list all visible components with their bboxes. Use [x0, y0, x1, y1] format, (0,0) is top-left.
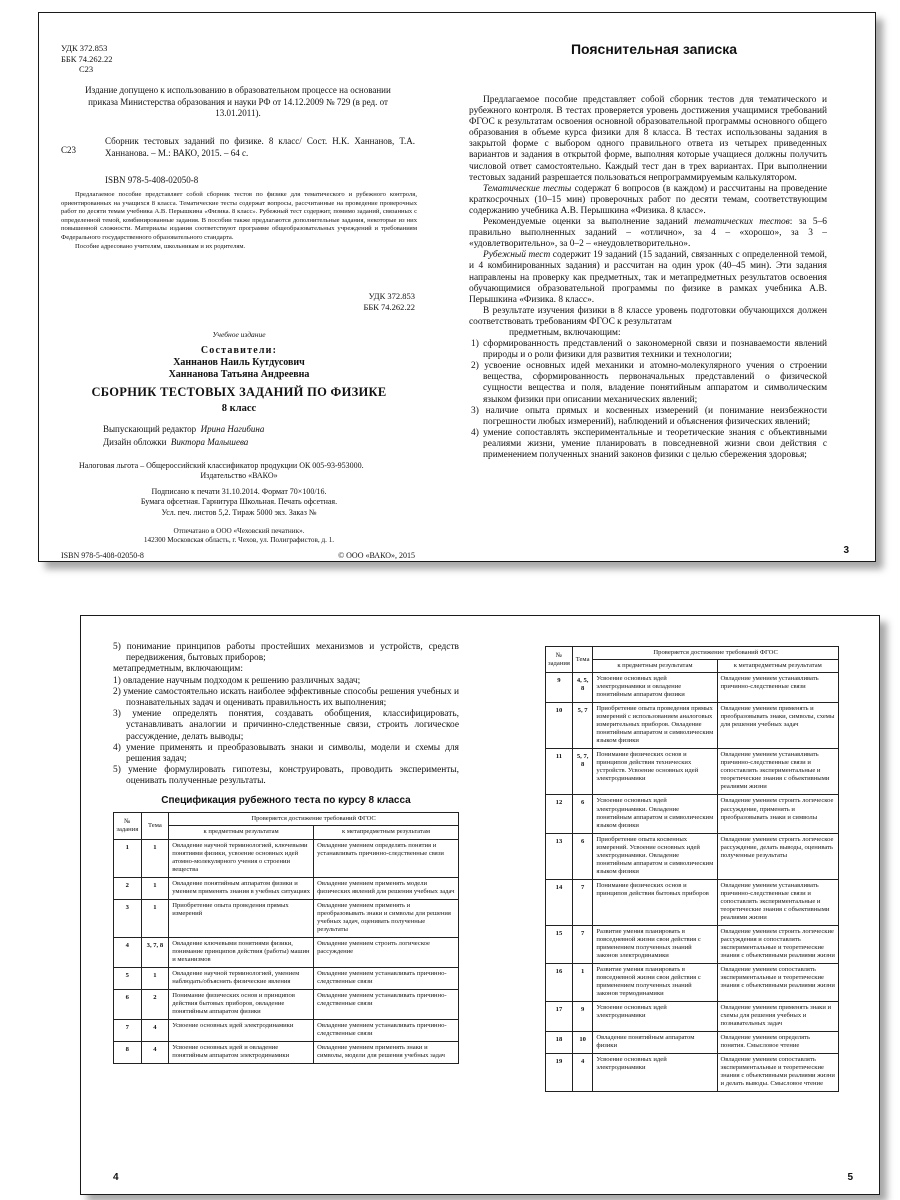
task-number-cell: 19 [546, 1054, 573, 1092]
topic-cell: 6 [572, 795, 592, 833]
task-number-cell: 15 [546, 925, 573, 963]
emphasis: Рубежный тест [483, 250, 551, 261]
list-item: 4) умение применять и преобразовывать знаки и символы, модели и схемы для решения задач; [113, 742, 459, 764]
subject-result-cell: Понимание физических основ и принципов действия технических устройств. Усвоение основных идей электродинамики [593, 749, 717, 795]
edition-type: Учебное издание [212, 330, 266, 339]
subject-result-cell: Усвоение основных идей электродинамики [169, 1020, 314, 1042]
table-body-right [546, 673, 839, 1092]
task-number-cell: 6 [114, 989, 142, 1019]
list-item: 3) наличие опыта прямых и косвенных измерений (и понимание неизбежности погрешности любых измерений), наблюдений и объяснения физических явлений; [471, 405, 827, 427]
bbk-code-repeat: ББК 74.262.22 [363, 301, 415, 312]
print-line: Подписано к печати 31.10.2014. Формат 70×100/16. [151, 487, 327, 496]
printer-line: 142300 Московская область, г. Чехов, ул. Полиграфистов, д. 1. [143, 536, 335, 545]
subject-result-cell: Понимание физических основ и принципов действия бытовых приборов, овладение понятийным аппаратом физики [169, 989, 314, 1019]
topic-cell: 1 [141, 839, 169, 877]
task-number-cell: 4 [114, 937, 142, 967]
page-3-body [469, 95, 827, 461]
meta-result-cell: Овладение умением устанавливать причинно-следственные связи и сопоставлять экспериментальные и теоретические знания с объективными реалиями жизни [717, 879, 838, 925]
meta-result-cell: Овладение умением строить логическое рассуждение, применять и преобразовывать знаки и символы [717, 795, 838, 833]
meta-result-cell: Овладение умением определять понятия и устанавливать причинно-следственные связи [314, 839, 459, 877]
topic-cell: 4 [141, 1042, 169, 1064]
catalog-letter: С23 [61, 145, 77, 155]
meta-result-cell: Овладение умением устанавливать причинно-следственные связи [717, 673, 838, 703]
paragraph [469, 217, 827, 250]
table-row [114, 1042, 459, 1064]
table-row [546, 1054, 839, 1092]
print-line: Усл. печ. листов 5,2. Тираж 5000 экз. Заказ № [161, 507, 317, 517]
topic-cell: 7 [572, 925, 592, 963]
list-item: 3) умение определять понятия, создавать обобщения, классифицировать, устанавливать аналогии и причинно-следственные связи, строить логическое рассуждение, делать выводы; [113, 709, 459, 742]
header-subject-results: к предметным результатам [169, 826, 314, 839]
header-requirements: Проверяется достижение требований ФГОС [593, 647, 839, 660]
list-item: 5) умение формулировать гипотезы, конструировать, проводить эксперименты, оценивать полученные результаты. [113, 765, 459, 787]
header-topic: Тема [141, 813, 169, 839]
task-number-cell: 9 [546, 673, 573, 703]
paragraph-text: : за 5–6 правильно выполненных заданий – «отлично», за 4 – «хорошо», за 3 – «удовлетворительно», за 0–2 – «неудовлетворительно». [469, 217, 827, 250]
meta-result-cell: Овладение умением строить логические рассуждения и сопоставлять экспериментальные и теоретические знания с объективными реалиями жизни [717, 925, 838, 963]
topic-cell: 1 [572, 964, 592, 1002]
footer-copyright: © ООО «ВАКО», 2015 [338, 551, 415, 560]
task-number-cell: 2 [114, 877, 142, 899]
compiler-name: Ханнанова Татьяна Андреевна [168, 369, 310, 380]
task-number-cell: 7 [114, 1020, 142, 1042]
table-row [546, 1002, 839, 1032]
list-item: 5) понимание принципов работы простейших механизмов и устройств, средств передвижения, бытовых приборов; [113, 642, 459, 664]
cover-designer-name: Виктора Малышева [170, 436, 249, 447]
subject-result-cell: Овладение понятийным аппаратом физики и умением применять знания в учебных ситуациях [169, 877, 314, 899]
subject-result-cell: Овладение ключевыми понятиями физики, понимание принципов действия (работы) машин и механизмов [169, 937, 314, 967]
header-task-number: № задания [546, 647, 573, 673]
classification-codes-repeat [363, 291, 415, 312]
meta-result-cell: Овладение умением применять знаки и схемы для решения учебных и познавательных задач [717, 1002, 838, 1032]
page-4-list [113, 642, 459, 787]
approval-note: Издание допущено к использованию в образовательном процессе на основании приказа Министерства образования и науки РФ от 14.12.2009 № 729 (в ред. от 13.01.2011). [85, 85, 391, 119]
isbn: ISBN 978-5-408-02050-8 [105, 175, 199, 185]
table-row [114, 877, 459, 899]
topic-cell: 10 [572, 1032, 592, 1054]
specification-page-left [81, 616, 481, 1194]
topic-cell: 4 [572, 1054, 592, 1092]
topic-cell: 5, 7 [572, 703, 592, 749]
cover-designer-label: Дизайн обложки [103, 436, 167, 447]
emphasis: тематических тестов [694, 217, 790, 228]
paragraph-text: Рекомендуемые оценки за выполнение заданий [483, 217, 695, 228]
table-row [114, 989, 459, 1019]
topic-cell: 4, 5, 8 [572, 673, 592, 703]
task-number-cell: 14 [546, 879, 573, 925]
task-number-cell: 8 [114, 1042, 142, 1064]
specification-page-right [479, 616, 879, 1194]
author-mark: С23 [79, 64, 94, 75]
meta-result-cell: Овладение умением применять знаки и символы, модели для решения учебных задач [314, 1042, 459, 1064]
task-number-cell: 3 [114, 899, 142, 937]
task-number-cell: 18 [546, 1032, 573, 1054]
bbk-code: ББК 74.262.22 [61, 53, 113, 64]
udc-code: УДК 372.853 [61, 43, 108, 53]
list-heading: метапредметным, включающим: [113, 664, 243, 675]
task-number-cell: 13 [546, 833, 573, 879]
header-meta-results: к метапредметным результатам [717, 660, 838, 673]
credits [103, 423, 264, 448]
table-row [546, 833, 839, 879]
table-row [114, 899, 459, 937]
specification-table [113, 812, 459, 1064]
list-item: 1) овладение научным подходом к решению различных задач; [113, 675, 361, 686]
tax-note: Налоговая льгота – Общероссийский классификатор продукции ОК 005-93-953000. [79, 461, 364, 470]
table-row [546, 964, 839, 1002]
subject-result-cell: Понимание физических основ и принципов действия бытовых приборов [593, 879, 717, 925]
table-row [114, 967, 459, 989]
topic-cell: 9 [572, 1002, 592, 1032]
paragraph: В результате изучения физики в 8 классе уровень подготовки обучающихся должен соответствовать требованиям ФГОС к результатам [469, 305, 827, 327]
subject-result-cell: Приобретение опыта проведения прямых измерений [169, 899, 314, 937]
header-topic: Тема [572, 647, 592, 673]
topic-cell: 6 [572, 833, 592, 879]
task-number-cell: 12 [546, 795, 573, 833]
header-task-number: № задания [114, 813, 142, 839]
book-title: СБОРНИК ТЕСТОВЫХ ЗАДАНИЙ ПО ФИЗИКЕ [91, 385, 387, 399]
table-row [114, 839, 459, 877]
meta-result-cell: Овладение умением устанавливать причинно-следственные связи [314, 967, 459, 989]
header-meta-results: к метапредметным результатам [314, 826, 459, 839]
page-5-content [515, 616, 879, 1194]
paragraph: предметным, включающим: [509, 327, 621, 338]
top-spread [38, 12, 876, 562]
meta-result-cell: Овладение умением строить логическое рассуждение [314, 937, 459, 967]
task-number-cell: 1 [114, 839, 142, 877]
printer-info [39, 527, 439, 546]
udc-code-repeat: УДК 372.853 [368, 291, 415, 301]
subject-result-cell: Усвоение основных идей и овладение понятийным аппаратом электродинамики [169, 1042, 314, 1064]
meta-result-cell: Овладение умением определять понятия. Смысловое чтение [717, 1032, 838, 1054]
specification-title: Спецификация рубежного теста по курсу 8 класса [161, 795, 411, 807]
meta-result-cell: Овладение умением устанавливать причинно-следственные связи [314, 1020, 459, 1042]
topic-cell: 1 [141, 967, 169, 989]
imprint-page [39, 13, 439, 561]
page-number: 4 [113, 1172, 119, 1183]
header-subject-results: к предметным результатам [593, 660, 717, 673]
table-row [114, 1020, 459, 1042]
paragraph-text: содержат 6 вопросов (в каждом) и рассчитаны на проведение краткосрочных (10–15 мин) проверочных работ по десяти темам, соответствующим содержанию учебника А.В. Перышкина «Физика. 8 класс». [469, 183, 827, 216]
meta-result-cell: Овладение умением сопоставлять экспериментальные и теоретические знания с объективными реалиями жизни и делать выводы. Смысловое чтение [717, 1054, 838, 1092]
header-requirements: Проверяется достижение требований ФГОС [169, 813, 459, 826]
subject-result-cell: Приобретение опыта косвенных измерений. Усвоение основных идей электродинамики. Овладение понятийным аппаратом и символическим языком физики [593, 833, 717, 879]
print-details [39, 487, 439, 518]
list-item: 4) умение сопоставлять экспериментальные и теоретические знания с объективными реалиями жизни, умение планировать в повседневной жизни свои действия с применением полученных знаний законов физики с целью сбережения здоровья; [471, 427, 827, 460]
table-row [546, 1032, 839, 1054]
meta-result-cell: Овладение умением сопоставлять экспериментальные и теоретические знания с объективными реалиями жизни [717, 964, 838, 1002]
subject-result-cell: Усвоение основных идей электродинамики и овладение понятийным аппаратом физики [593, 673, 717, 703]
table-row [546, 795, 839, 833]
editor-name: Ирина Нагибина [200, 424, 265, 434]
compiler-name: Ханнанов Наиль Кутдусович [173, 357, 305, 368]
subject-result-cell: Овладение научной терминологией, умением наблюдать/объяснять физические явления [169, 967, 314, 989]
abstract [61, 191, 417, 252]
abstract-audience: Пособие адресовано учителям, школьникам и их родителям. [75, 243, 246, 251]
topic-cell: 1 [141, 877, 169, 899]
editor-label: Выпускающий редактор [103, 424, 197, 434]
table-body-left [114, 839, 459, 1064]
list-item: 2) умение самостоятельно искать наиболее эффективные способы решения учебных и познавательных задач и оценивать правильность их выполнения; [113, 686, 459, 708]
compilers-label: Составители: [200, 345, 278, 356]
page-title: Пояснительная записка [570, 41, 738, 57]
page-number: 3 [843, 545, 849, 556]
table-row [546, 703, 839, 749]
topic-cell: 5, 7, 8 [572, 749, 592, 795]
meta-result-cell: Овладение умением применять и преобразовывать знаки и символы для решения учебных задач, оценивать полученные результаты [314, 899, 459, 937]
subject-result-cell: Усвоение основных идей электродинамики [593, 1054, 717, 1092]
topic-cell: 2 [141, 989, 169, 1019]
task-number-cell: 5 [114, 967, 142, 989]
page-4-content [81, 616, 481, 1194]
topic-cell: 4 [141, 1020, 169, 1042]
footer-isbn: ISBN 978-5-408-02050-8 [61, 551, 144, 560]
table-row [546, 673, 839, 703]
paragraph-text: содержит 19 заданий (15 заданий, связанных с определенной темой, и 4 комбинированных задания) и рассчитан на один урок (40–45 мин). Эти задания направлены на проверку как предметных, так и метапредметных результатов освоения обучающимися образовательной программы по физике в рамках учебника А.В. Перышкина «Физика. 8 класс». [469, 250, 827, 305]
bottom-spread [80, 615, 880, 1195]
book-grade: 8 класс [221, 403, 257, 414]
list-item: 2) усвоение основных идей механики и атомно-молекулярного учения о строении вещества, сформированность первоначальных представлений о физической сущности вещества и поля, владение понятийным аппаратом и символическим языком физики при описании механических явлений; [471, 361, 827, 405]
paragraph: Предлагаемое пособие представляет собой сборник тестов для тематического и рубежного контроля. В тестах проверяется уровень достижения учащимися требований ФГОС к результатам освоения основной образовательной программы основного общего образования в объеме курса физики для 8 класса. В тестах использованы задания в закрытой форме с выбором одного правильного ответа из четырех приведенных вариантов и задания в открытой форме, выполняя которые учащиеся должны получить числовой ответ самостоятельно. Каждый тест дан в трех вариантах. При выполнении тестовых заданий разрешается пользоваться непрограммируемым калькулятором. [469, 95, 827, 183]
table-row [546, 879, 839, 925]
paragraph [469, 250, 827, 305]
meta-result-cell: Овладение умением применять и преобразовывать знаки, символы, схемы для решения учебных задач [717, 703, 838, 749]
catalog-entry: Сборник тестовых заданий по физике. 8 класс/ Сост. Н.К. Ханнанов, Т.А. Ханнанова. – М.: ВАКО, 2015. – 64 с. [105, 136, 415, 158]
classification-codes [61, 43, 113, 75]
subject-result-cell: Овладение понятийным аппаратом физики [593, 1032, 717, 1054]
meta-result-cell: Овладение умением устанавливать причинно-следственные связи и сопоставлять экспериментальные и теоретические знания с объективными реалиями жизни [717, 749, 838, 795]
specification-table-continued [545, 646, 839, 1092]
topic-cell: 1 [141, 899, 169, 937]
table-row [546, 925, 839, 963]
subject-result-cell: Овладение научной терминологией, ключевыми понятиями физики, усвоение основных идей атомно-молекулярного учения о строении вещества [169, 839, 314, 877]
subject-result-cell: Усвоение основных идей электродинамики [593, 1002, 717, 1032]
task-number-cell: 11 [546, 749, 573, 795]
topic-cell: 7 [572, 879, 592, 925]
paragraph [469, 184, 827, 217]
subject-result-cell: Усвоение основных идей электродинамики. Овладение понятийным аппаратом и символическим языком физики [593, 795, 717, 833]
task-number-cell: 10 [546, 703, 573, 749]
task-number-cell: 17 [546, 1002, 573, 1032]
meta-result-cell: Овладение умением устанавливать причинно-следственные связи [314, 989, 459, 1019]
page-3-content [437, 13, 875, 561]
page-number: 5 [847, 1172, 853, 1183]
publisher: Издательство «ВАКО» [200, 471, 278, 480]
emphasis: Тематические тесты [483, 183, 572, 194]
explanatory-note-page [437, 13, 875, 561]
table-row [114, 937, 459, 967]
abstract-text: Предлагаемое пособие представляет собой сборник тестов по физике для тематического и рубежного контроля, ориентированных на учащихся 8 класса. Тематические тесты содержат вопросы, рассчитанные на проведение проверочных работ по десяти темам учебника А.В. Перышкина «Физика. 8 класс». Рубежный тест содержит, помимо заданий, связанных с определенной темой, комбинированные задания. В пособии также предлагаются дополнительные задания, некоторые из них повышенной сложности. Материалы издания соответствуют программе общеобразовательных учреждений и требованиям Федерального государственного образовательного стандарта. [61, 191, 417, 241]
subject-result-cell: Развитие умения планировать в повседневной жизни свои действия с применением полученных знаний законов электродинамики [593, 925, 717, 963]
task-number-cell: 16 [546, 964, 573, 1002]
meta-result-cell: Овладение умением применять модели физических явлений для решения учебных задач [314, 877, 459, 899]
printer-line: Отпечатано в ООО «Чеховский печатник». [173, 527, 305, 535]
subject-result-cell: Развитие умения планировать в повседневной жизни свои действия с применением полученных знаний законов термодинамики [593, 964, 717, 1002]
list-item: 1) сформированность представлений о закономерной связи и познаваемости явлений природы и о роли физики для развития техники и технологии; [471, 339, 827, 361]
meta-result-cell: Овладение умением строить логическое рассуждение, делать выводы, оценивать полученные результаты [717, 833, 838, 879]
subject-result-cell: Приобретение опыта проведения прямых измерений с использованием аналоговых измерительных приборов. Овладение понятийным аппаратом и символическим языком физики [593, 703, 717, 749]
table-row [546, 749, 839, 795]
topic-cell: 3, 7, 8 [141, 937, 169, 967]
print-line: Бумага офсетная. Гарнитура Школьная. Печать офсетная. [140, 497, 338, 507]
